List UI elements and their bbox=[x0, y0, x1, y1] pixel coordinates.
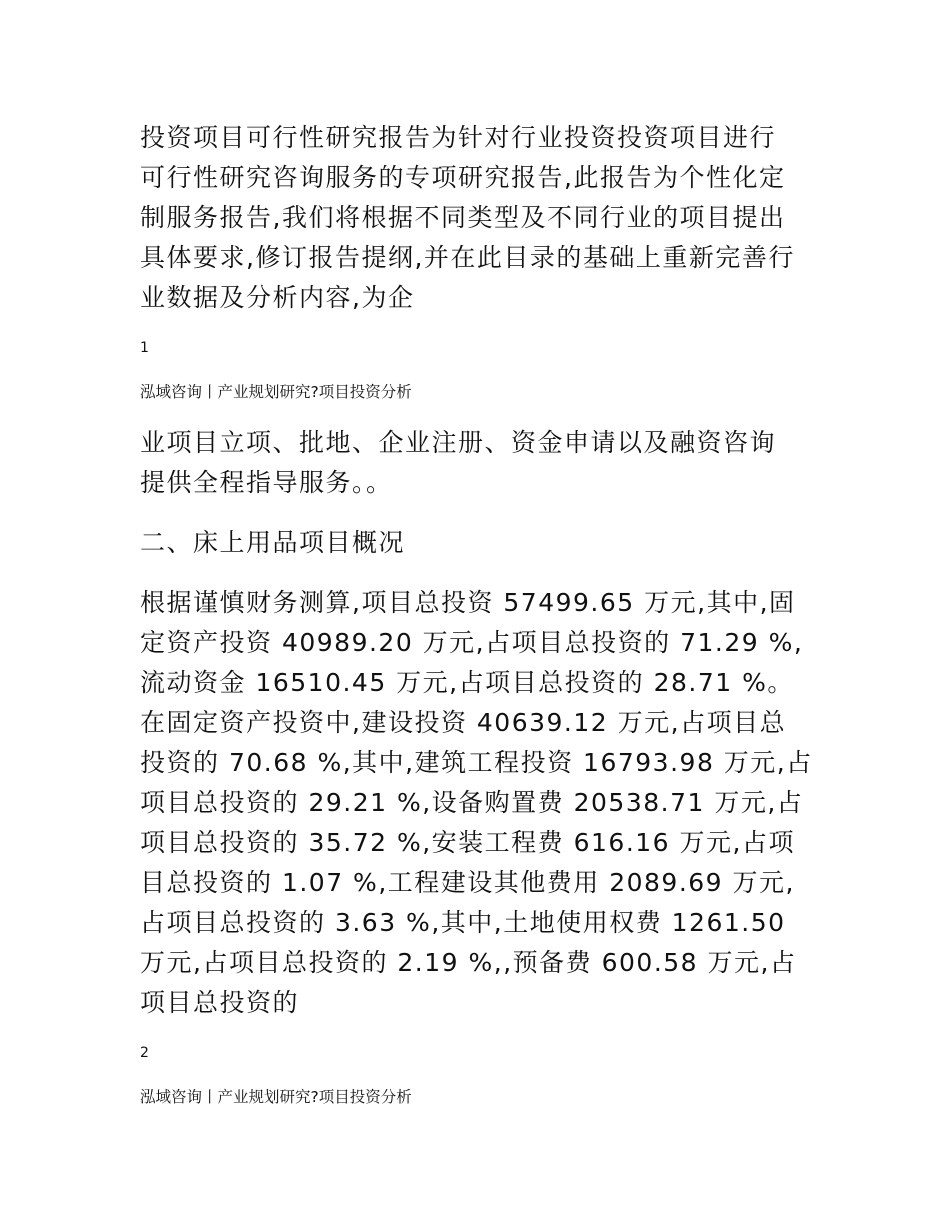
overview-line: 定资产投资 40989.20 万元,占项目总投资的 71.29 %, bbox=[140, 628, 804, 657]
overview-line: 项目总投资的 29.21 %,设备购置费 20538.71 万元,占 bbox=[140, 788, 804, 817]
overview-line: 项目总投资的 bbox=[140, 988, 300, 1017]
running-header: 泓域咨询丨产业规划研究?项目投资分析 bbox=[140, 383, 412, 401]
intro-line: 可行性研究咨询服务的专项研究报告,此报告为个性化定 bbox=[140, 163, 786, 192]
overview-line: 根据谨慎财务测算,项目总投资 57499.65 万元,其中,固 bbox=[140, 588, 796, 617]
continuation-line: 提供全程指导服务。。 bbox=[140, 468, 393, 497]
overview-line: 占项目总投资的 3.63 %,其中,土地使用权费 1261.50 bbox=[140, 908, 786, 937]
running-header: 泓域咨询丨产业规划研究?项目投资分析 bbox=[140, 1088, 412, 1106]
overview-line: 在固定资产投资中,建设投资 40639.12 万元,占项目总 bbox=[140, 708, 787, 737]
intro-line: 制服务报告,我们将根据不同类型及不同行业的项目提出 bbox=[140, 203, 786, 232]
page-number: 2 bbox=[140, 1045, 149, 1061]
intro-paragraph bbox=[140, 118, 830, 318]
section-heading: 二、床上用品项目概况 bbox=[140, 528, 406, 557]
overview-paragraph bbox=[140, 583, 830, 1023]
overview-line: 投资的 70.68 %,其中,建筑工程投资 16793.98 万元,占 bbox=[140, 748, 813, 777]
document-page bbox=[140, 118, 830, 1108]
overview-line: 流动资金 16510.45 万元,占项目总投资的 28.71 %。 bbox=[140, 668, 794, 697]
overview-line: 目总投资的 1.07 %,工程建设其他费用 2089.69 万元, bbox=[140, 868, 795, 897]
intro-line: 具体要求,修订报告提纲,并在此目录的基础上重新完善行 bbox=[140, 243, 795, 272]
intro-line: 业数据及分析内容,为企 bbox=[140, 283, 415, 312]
intro-line: 投资项目可行性研究报告为针对行业投资投资项目进行 bbox=[140, 123, 777, 152]
overview-line: 项目总投资的 35.72 %,安装工程费 616.16 万元,占项 bbox=[140, 828, 795, 857]
continuation-line: 业项目立项、批地、企业注册、资金申请以及融资咨询 bbox=[140, 428, 777, 457]
page-number: 1 bbox=[140, 340, 149, 356]
overview-line: 万元,占项目总投资的 2.19 %,,预备费 600.58 万元,占 bbox=[140, 948, 797, 977]
continuation-paragraph bbox=[140, 423, 830, 503]
